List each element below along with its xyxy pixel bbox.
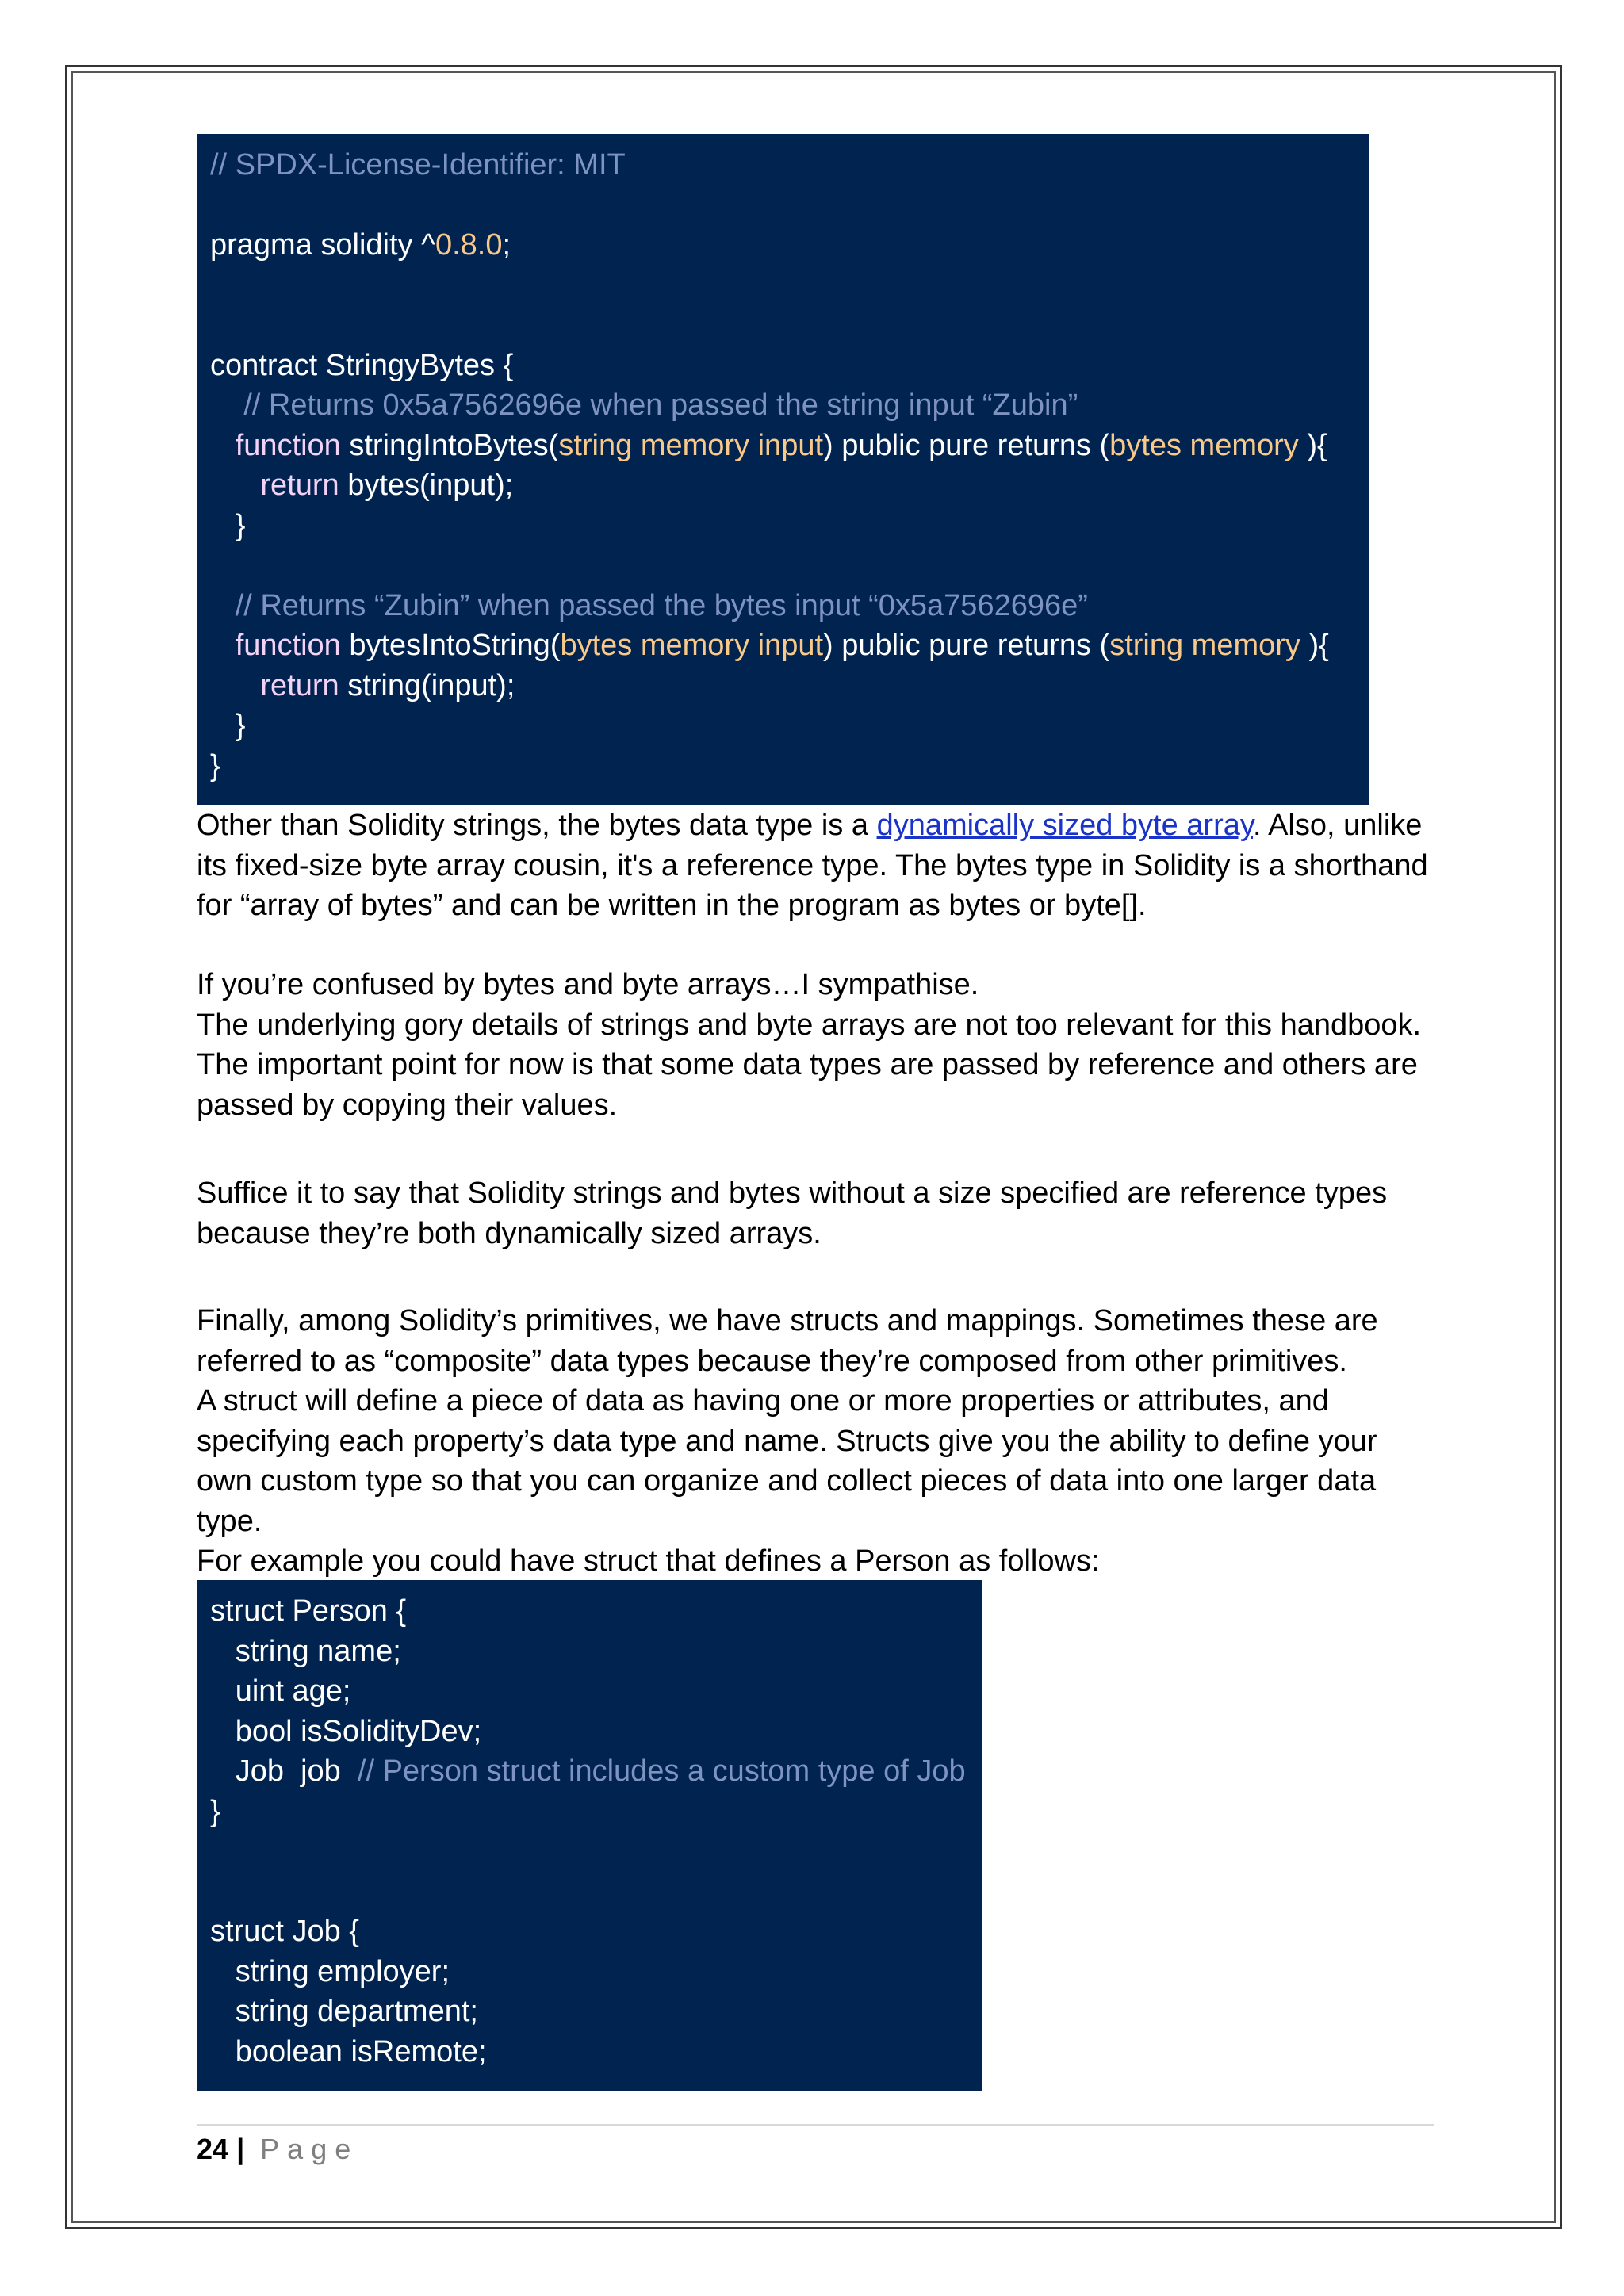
- code-line: string name;: [235, 1634, 401, 1668]
- paragraph-bytes-type: Other than Solidity strings, the bytes data type is a dynamically sized byte array. Also, unlike its fixed-size byte array cousin, it's a reference type. The bytes type in Solidity is a shorthand for “array of bytes” and can be written in the program as bytes or byte[].: [197, 809, 1428, 922]
- page-separator: |: [236, 2133, 245, 2165]
- code-line: string department;: [235, 1995, 478, 2028]
- page-footer: [197, 2130, 358, 2169]
- code-line: function stringIntoBytes(string memory input) public pure returns (bytes memory ){: [235, 428, 1327, 462]
- paragraph-structs: Finally, among Solidity’s primitives, we have structs and mappings. Sometimes these are referred to as “composite” data types because they’re composed from other primitives. A struct will define a piece of data as having one or more properties or attributes, and specifying each property’s data type and name. Structs give you the ability to define your own custom type so that you can organize and collect pieces of data into one larger data type. For example you could have struct that defines a Person as follows:: [197, 1304, 1378, 1578]
- code-line: boolean isRemote;: [235, 2034, 487, 2068]
- code-line: function bytesIntoString(bytes memory input) public pure returns (string memory ){: [235, 629, 1329, 662]
- code-line: pragma solidity ^0.8.0;: [210, 228, 511, 262]
- code-comment: // Returns “Zubin” when passed the bytes input “0x5a7562696e”: [235, 588, 1088, 622]
- page-number: 24: [197, 2133, 229, 2165]
- code-line: string employer;: [235, 1954, 450, 1988]
- code-line: return string(input);: [260, 668, 515, 702]
- code-block-structs: [197, 1580, 982, 2091]
- paragraph-confused: If you’re confused by bytes and byte arrays…I sympathise. The underlying gory details of strings and byte arrays are not too relevant for this handbook. The important point for now is that some data types are passed by reference and others are passed by copying their values.: [197, 968, 1422, 1122]
- code-line: }: [235, 709, 246, 742]
- code-line: struct Job {: [210, 1915, 359, 1948]
- code-comment: // Returns 0x5a7562696e when passed the string input “Zubin”: [243, 388, 1078, 422]
- dynamically-sized-byte-array-link[interactable]: dynamically sized byte array: [876, 809, 1254, 842]
- code-line: }: [210, 748, 220, 783]
- page-label: Page: [260, 2133, 359, 2165]
- code-line: return bytes(input);: [260, 469, 514, 502]
- code-block-stringy-bytes: [197, 134, 1369, 805]
- code-line: }: [210, 1794, 220, 1828]
- code-line: }: [235, 508, 246, 542]
- code-line: bool isSolidityDev;: [235, 1714, 482, 1748]
- code-line: uint age;: [235, 1674, 351, 1708]
- code-line: // SPDX-License-Identifier: MIT: [210, 148, 626, 182]
- code-line: Job job // Person struct includes a custom type of Job: [235, 1755, 966, 1788]
- code-line: struct Person {: [210, 1594, 407, 1628]
- footer-divider: [197, 2124, 1434, 2126]
- code-line: contract StringyBytes {: [210, 348, 514, 382]
- paragraph-reference-types: Suffice it to say that Solidity strings and bytes without a size specified are reference types because they’re both dynamically sized arrays.: [197, 1177, 1388, 1250]
